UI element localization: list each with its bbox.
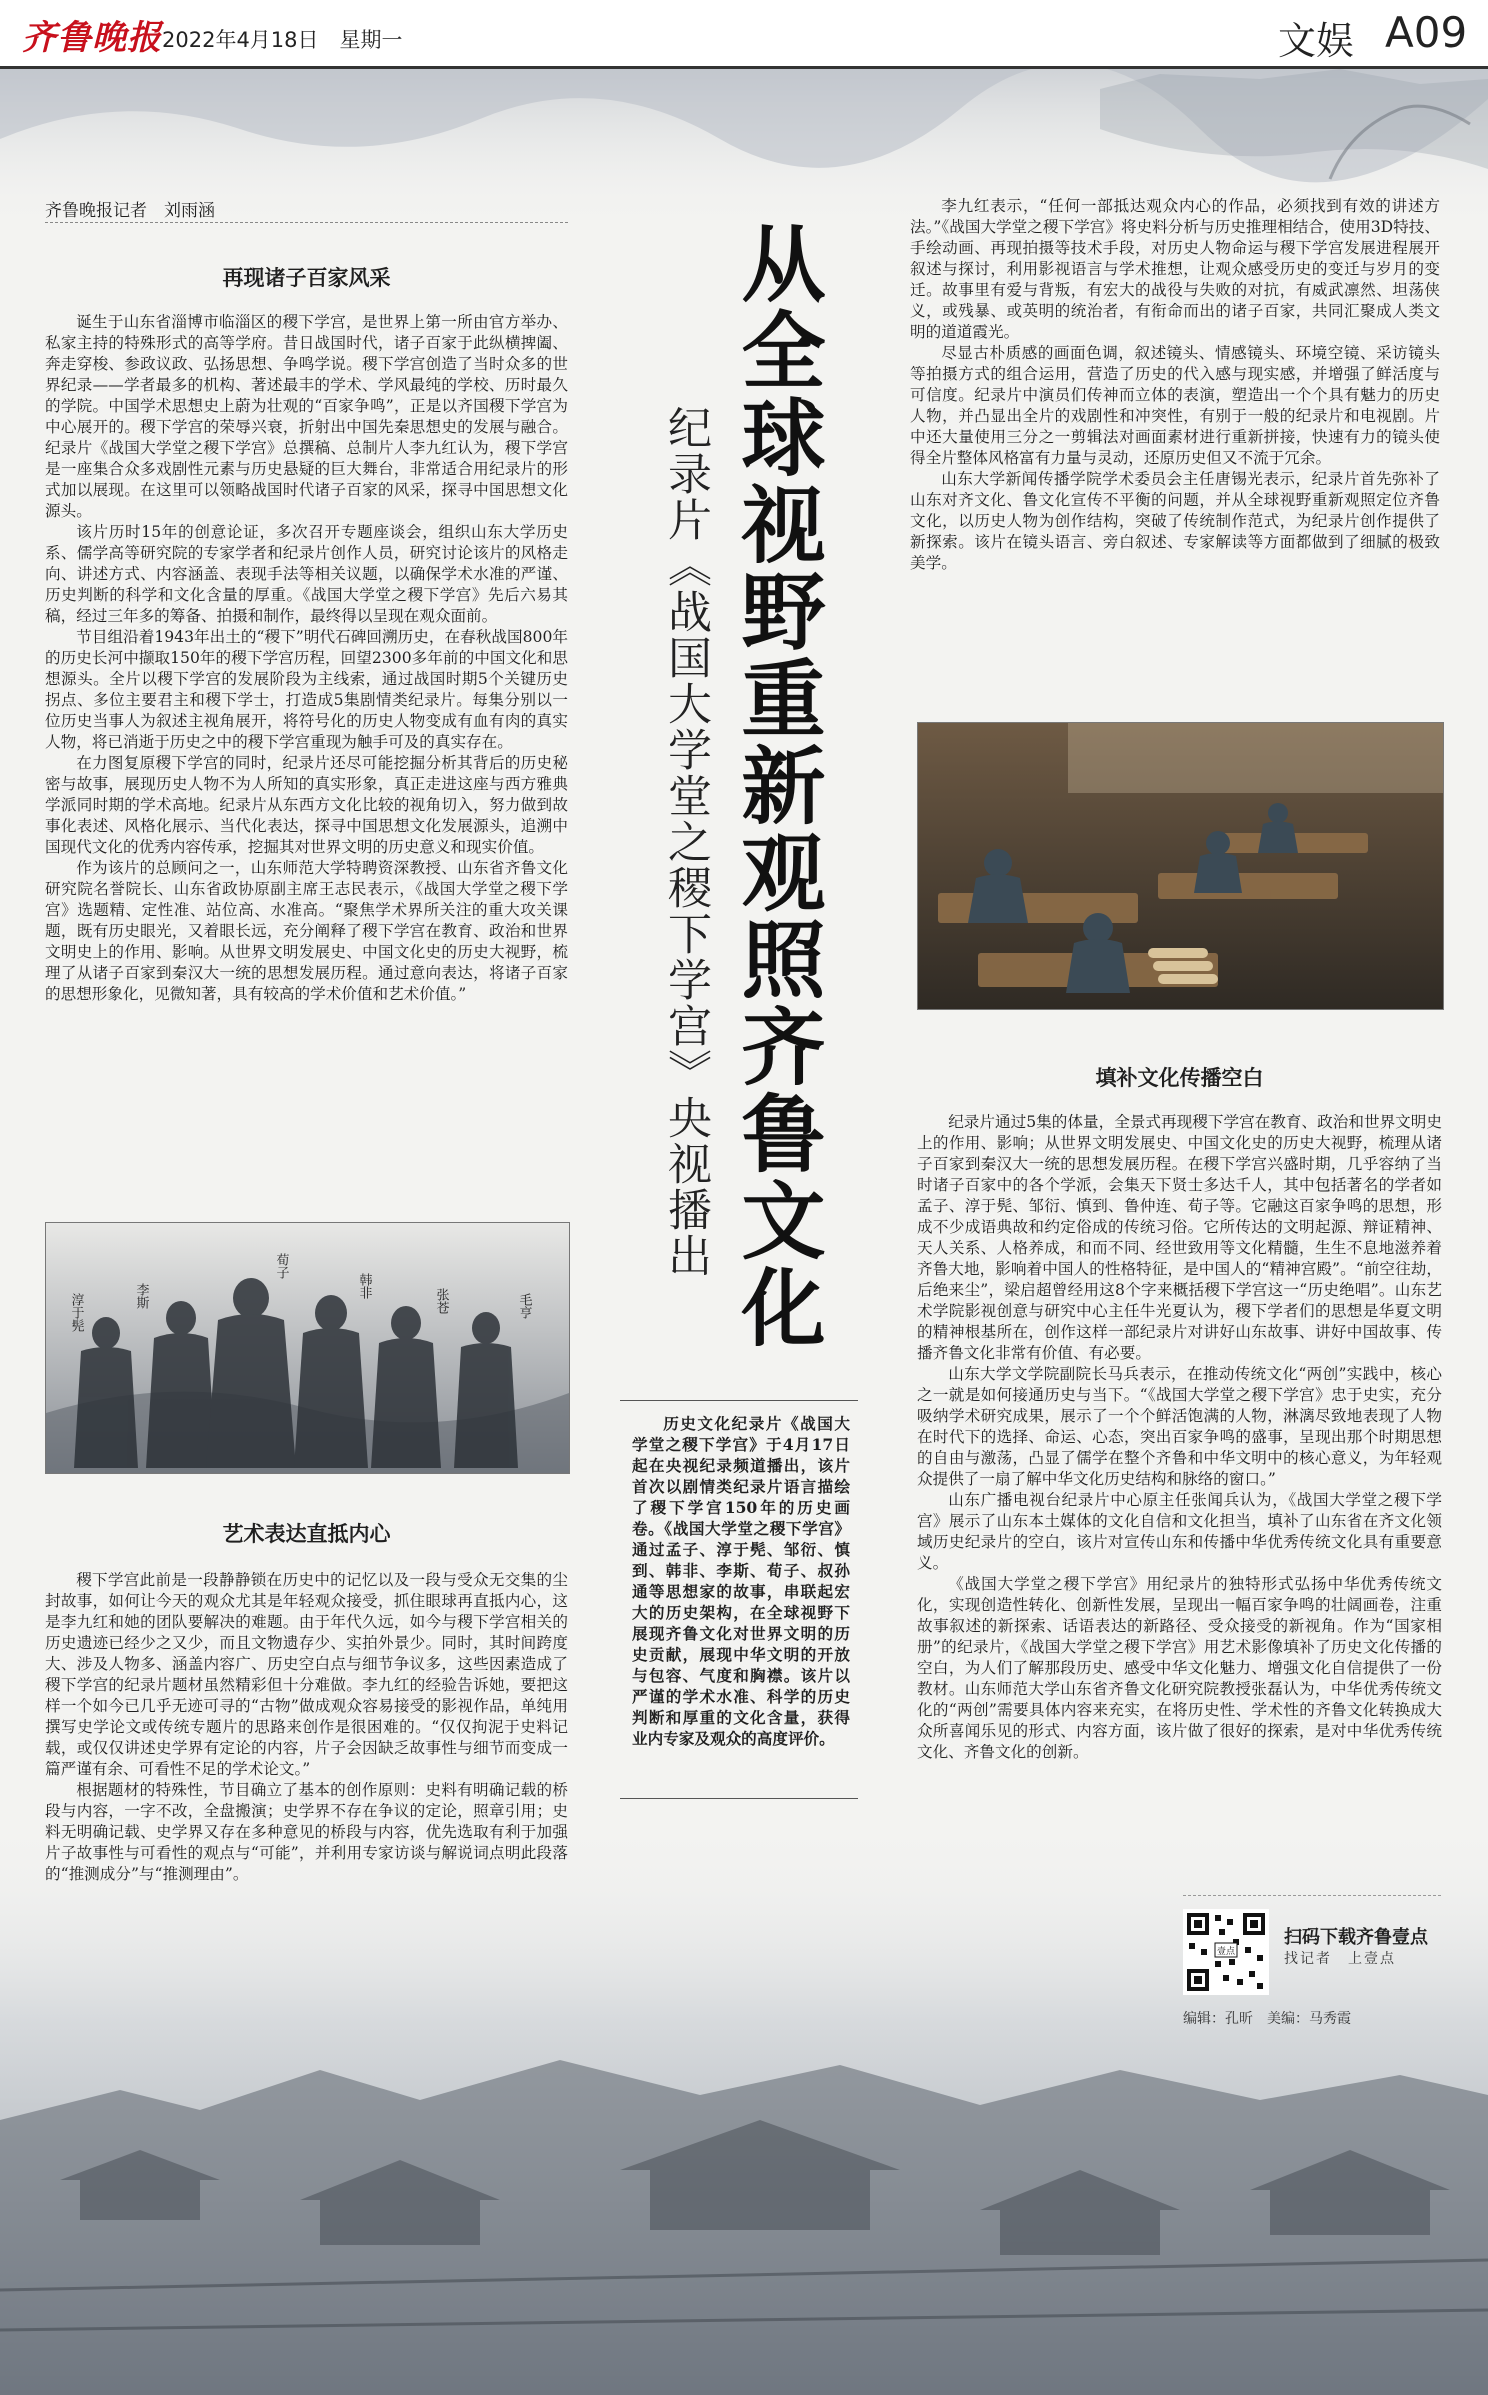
paragraph: 山东大学文学院副院长马兵表示，在推动传统文化“两创”实践中，核心之一就是如何接通历史与当下。“《战国大学堂之稷下学宫》忠于史实，充分吸纳学术研究成果，展示了一个个鲜活饱满的人物，淋漓尽致地表现了人物在时代下的选择、命运、心态，突出百家争鸣的盛事，呈现出那个时期思想的自由与激荡，凸显了儒学在整个齐鲁和中华文明中的核心意义，为年轻观众提供了一扇了解中华文化历史结构和脉络的窗口。”	[917, 1365, 1442, 1488]
label-xunzi: 荀子	[273, 1253, 289, 1279]
paragraph: 诞生于山东省淄博市临淄区的稷下学宫，是世界上第一所由官方举办、私家主持的特殊形式的高等学府。昔日战国时代，诸子百家于此纵横捭阖、奔走穿梭、参政议政、弘扬思想、争鸣学说。稷下学宫创造了当时众多的世界纪录——学者最多的机构、著述最丰的学术、学风最纯的学校、历时最久的学院。中国学术思想史上蔚为壮观的“百家争鸣”，正是以齐国稷下学宫为中心展开的。稷下学宫的荣辱兴衰，折射出中国先秦思想史的发展与融合。纪录片《战国大学堂之稷下学宫》总撰稿、总制片人李九红认为，稷下学宫是一座集合众多戏剧性元素与历史悬疑的巨大舞台，非常适合用纪录片的形式加以展现。在这里可以领略战国时代诸子百家的风采，探寻中国思想文化源头。	[45, 313, 568, 520]
byline-rule	[45, 222, 568, 223]
paragraph: 纪录片通过5集的体量，全景式再现稷下学宫在教育、政治和世界文明史上的作用、影响；从世界文明发展史、中国文化史的历史大视野，梳理从诸子百家到秦汉大一统的思想发展历程。在稷下学宫兴盛时期，几乎容纳了当时诸子百家中的各个学派，会集天下贤士多达千人，其中包括著名的学者如孟子、淳于髡、邹衍、慎到、鲁仲连、荀子等。它融这百家争鸣的思想，形成不少成语典故和约定俗成的传统习俗。它所传达的文明起源、辩证精神、天人关系、人格养成，和而不同、经世致用等文化精髓，生生不息地滋养着齐鲁大地，影响着中国人的性格特征，是中国人的“精神宫殿”。“前空往劫，后绝来尘”，梁启超曾经用这8个字来概括稷下学宫这一“历史绝唱”。山东艺术学院影视创意与研究中心主任牛光夏认为，稷下学者们的思想是华夏文明的精神根基所在，创作这样一部纪录片对讲好山东故事、讲好中国故事、传播齐鲁文化非常有价值、有必要。	[917, 1113, 1442, 1362]
lead-rule-bottom	[620, 1798, 858, 1799]
section2-body-part2	[910, 196, 1440, 574]
label-lisi: 李斯	[133, 1283, 149, 1309]
qr-rule	[1183, 1895, 1441, 1896]
paragraph: 尽显古朴质感的画面色调，叙述镜头、情感镜头、环境空镜、采访镜头等拍摄方式的组合运用，营造了历史的代入感与现实感，并增强了鲜活度与可信度。纪录片中演员们传神而立体的表演，塑造出一个个具有魅力的历史人物，并凸显出全片的戏剧性和冲突性，有别于一般的纪录片和电视剧。片中还大量使用三分之一剪辑法对画面素材进行重新拼接，快速有力的镜头使得全片整体风格富有力量与灵动，还原历史但又不流于冗余。	[910, 344, 1440, 467]
paragraph: 节目组沿着1943年出土的“稷下”明代石碑回溯历史，在春秋战国800年的历史长河中撷取150年的稷下学宫历程，回望2300多年前的中国文化和思想源头。全片以稷下学宫的发展阶段为主线索，通过战国时期5个关键历史拐点、多位主要君主和稷下学士，打造成5集剧情类纪录片。每集分别以一位历史当事人为叙述主视角展开，将符号化的历史人物变成有血有肉的真实人物，将已消逝于历史之中的稷下学宫重现为触手可及的真实存在。	[45, 628, 568, 751]
paragraph: 《战国大学堂之稷下学宫》用纪录片的独特形式弘扬中华优秀传统文化，实现创造性转化、创新性发展，呈现出一幅百家争鸣的壮阔画卷，注重故事叙述的新探索、话语表达的新路径、受众接受的新视角。作为“国家相册”的纪录片，《战国大学堂之稷下学宫》用艺术影像填补了历史文化传播的空白，为人们了解那段历史、感受中华文化魅力、增强文化自信提供了一份教材。山东师范大学山东省齐鲁文化研究院教授张磊认为，中华优秀传统文化的“两创”需要具体内容来充实，在将历史性、学术性的齐鲁文化转换成大众所喜闻乐见的形式、内容方面，该片做了很好的探索，是对中华优秀传统文化、齐鲁文化的创新。	[917, 1575, 1442, 1761]
qr-code-icon	[1183, 1909, 1269, 1995]
lead-rule-top	[620, 1400, 858, 1401]
subheadline: 纪录片《战国大学堂之稷下学宫》央视播出	[660, 405, 711, 1279]
paragraph: 作为该片的总顾问之一，山东师范大学特聘资深教授、山东省齐鲁文化研究院名誉院长、山东省政协原副主席王志民表示，《战国大学堂之稷下学宫》选题精、定性准、站位高、水准高。“聚焦学术界所关注的重大攻关课题，既有历史眼光，又着眼长远，充分阐释了稷下学宫在教育、政治和世界文明史上的作用、影响。从世界文明发展史、中国文化史的历史大视野，梳理了从诸子百家到秦汉大一统的思想发展历程。通过意向表达，将诸子百家的思想形象化，见微知著，具有较高的学术价值和艺术价值。”	[45, 859, 568, 1003]
section1-body	[45, 312, 568, 1005]
label-hanfei: 韩非	[356, 1273, 372, 1299]
section1-title: 再现诸子百家风采	[222, 265, 391, 290]
classroom-illustration	[918, 723, 1443, 1009]
section2-body-part1	[45, 1570, 568, 1885]
section3-title: 填补文化传播空白	[1095, 1065, 1264, 1090]
label-chunyukun: 淳于髡	[68, 1293, 84, 1332]
philosophers-illustration	[46, 1223, 569, 1473]
paragraph: 该片历时15年的创意论证，多次召开专题座谈会，组织山东大学历史系、儒学高等研究院的专家学者和纪录片创作人员，研究讨论该片的风格走向、讲述方式、内容涵盖、表现手法等相关议题，以确保学术水准的严谨、历史判断的科学和文化含量的厚重。《战国大学堂之稷下学宫》先后六易其稿，经过三年多的筹备、拍摄和制作，最终得以呈现在观众面前。	[45, 523, 568, 625]
paragraph: 山东广播电视台纪录片中心原主任张闻兵认为，《战国大学堂之稷下学宫》展示了山东本土媒体的文化自信和文化担当，填补了山东省在齐文化领域历史纪录片的空白，该片对宣传山东和传播中华优秀传统文化具有重要意义。	[917, 1491, 1442, 1572]
paragraph: 稷下学宫此前是一段静静锁在历史中的记忆以及一段与受众无交集的尘封故事，如何让今天的观众尤其是年轻观众接受，抓住眼球再直抵内心，这是李九红和她的团队要解决的难题。由于年代久远，如今与稷下学宫相关的历史遗迹已经少之又少，而且文物遗存少、实拍外景少。同时，其时间跨度大、涉及人物多、涵盖内容广、历史空白点与细节争议多，这些因素造成了稷下学宫的纪录片题材虽然精彩但十分难做。李九红的经验告诉她，要把这样一个如今已几乎无迹可寻的“古物”做成观众容易接受的影视作品，单纯用撰写史学论文或传统专题片的思路来创作是很困难的。“仅仅拘泥于史料记载，或仅仅讲述史学界有定论的内容，片子会因缺乏故事性与细节而变成一篇严谨有余、可看性不足的学术论文。”	[45, 1571, 568, 1778]
section-name: 文娱	[1278, 19, 1355, 63]
headline: 从全球视野重新观照齐鲁文化	[728, 220, 827, 1351]
paragraph: 李九红表示，“任何一部抵达观众内心的作品，必须找到有效的讲述方法。”《战国大学堂之稷下学宫》将史料分析与历史推理相结合，使用3D特技、手绘动画、再现拍摄等技术手段，对历史人物命运与稷下学宫发展进程展开叙述与探讨，利用影视语言与学术推想，让观众感受历史的变迁与岁月的变迁。故事里有爱与背叛，有宏大的战役与失败的对抗，有威武凛然、坦荡侠义，或残暴、或英明的统治者，有衔命而出的诸子百家，共同汇聚成人类文明的道道霞光。	[910, 197, 1440, 341]
masthead	[0, 0, 1488, 66]
paragraph: 在力图复原稷下学宫的同时，纪录片还尽可能挖掘分析其背后的历史秘密与故事，展现历史人物不为人所知的真实形象，真正走进这座与西方雅典学派同时期的学术高地。纪录片从东西方文化比较的视角切入，努力做到故事化表述、风格化展示、当代化表达，探寻中国思想文化发展源头，追溯中国现代文化的优秀内容传承，挖掘其对世界文明的历史意义和现实价值。	[45, 754, 568, 856]
classroom-photo	[917, 722, 1444, 1010]
label-maoheng: 毛亨	[516, 1293, 532, 1319]
lead-paragraph: 历史文化纪录片《战国大学堂之稷下学宫》于4月17日起在央视纪录频道播出，该片首次以剧情类纪录片语言描绘了稷下学宫150年的历史画卷。《战国大学堂之稷下学宫》通过孟子、淳于髡、邹衍、慎到、韩非、李斯、荀子、叔孙通等思想家的故事，串联起宏大的历史架构，在全球视野下展现齐鲁文化对世界文明的历史贡献，展现中华文明的开放与包容、气度和胸襟。该片以严谨的学术水准、科学的历史判断和厚重的文化含量，获得业内专家及观众的高度评价。	[632, 1414, 850, 1748]
dateline: 2022年4月18日 星期一	[162, 28, 403, 52]
label-zhangcang: 张苍	[433, 1288, 449, 1314]
page-number: A09	[1385, 8, 1468, 57]
byline: 齐鲁晚报记者 刘雨涵	[45, 201, 215, 221]
editor-credits: 编辑：孔昕 美编：马秀霞	[1183, 2011, 1351, 2027]
philosophers-photo	[45, 1222, 570, 1474]
qr-title: 扫码下载齐鲁壹点	[1284, 1927, 1428, 1948]
section3-body	[917, 1112, 1442, 1763]
qr-logo-text: 壹点	[1216, 1947, 1236, 1957]
paragraph: 根据题材的特殊性，节目确立了基本的创作原则：史料有明确记载的桥段与内容，一字不改，全盘搬演；史学界不存在争议的定论，照章引用；史料无明确记载、史学界又存在多种意见的桥段与内容，优先选取有利于加强片子故事性与可看性的观点与“可能”，并利用专家访谈与解说词点明此段落的“推测成分”与“推测理由”。	[45, 1781, 568, 1883]
section2-title: 艺术表达直抵内心	[222, 1521, 391, 1546]
qr-subtitle: 找记者 上壹点	[1284, 1951, 1396, 1967]
ink-ancient-city-bottom	[0, 1820, 1488, 2395]
qr-code[interactable]	[1183, 1909, 1269, 1995]
paragraph: 山东大学新闻传播学院学术委员会主任唐锡光表示，纪录片首先弥补了山东对齐文化、鲁文化宣传不平衡的问题，并从全球视野重新观照定位齐鲁文化，以历史人物为创作结构，突破了传统制作范式，为纪录片创作提供了新探索。该片在镜头语言、旁白叙述、专家解读等方面都做到了细腻的极致美学。	[910, 470, 1440, 572]
newspaper-logo: 齐鲁晚报	[22, 18, 162, 58]
